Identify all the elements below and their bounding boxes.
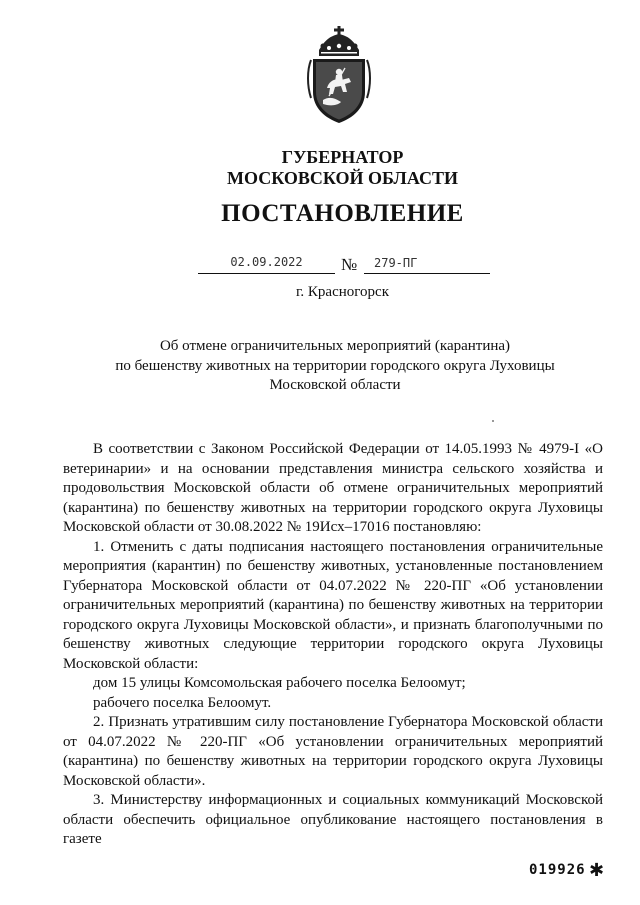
issuer-title-line-2: МОСКОВСКОЙ ОБЛАСТИ — [227, 168, 458, 188]
serial-mark-icon: ✱ — [589, 860, 605, 881]
title-line: Об отмене ограничительных мероприятий (карантина) — [159, 338, 511, 354]
item-2-paragraph: 2. Признать утратившим силу постановление Губернатора Московской области от 04.07.2022 № 220-ПГ «Об установлении ограничительных мероприятий (карантина) по бешенству животных на территории городского округа Луховицы Московской области». — [63, 714, 603, 789]
territory-1: дом 15 улицы Комсомольская рабочего поселка Белоомут; — [93, 675, 466, 691]
issuer-title-line-1: ГУБЕРНАТОР — [281, 147, 404, 167]
number-sign: № — [341, 255, 358, 274]
territory-2: рабочего поселка Белоомут. — [93, 694, 272, 711]
item-3-paragraph: 3. Министерству информационных и социальных коммуникаций Московской области обеспечить официальное опубликование настоящего постановления в газете — [63, 792, 603, 847]
serial-number: 019926 — [529, 862, 586, 878]
coat-of-arms-icon — [303, 26, 375, 126]
registration-date: 02.09.2022 — [198, 255, 335, 274]
registration-number: 279-ПГ — [364, 256, 490, 274]
title-line: Московской области — [269, 377, 401, 393]
document-body — [63, 440, 603, 850]
scan-speck — [492, 420, 494, 422]
document-type-heading: ПОСТАНОВЛЕНИЕ — [221, 200, 464, 227]
preamble-paragraph: В соответствии с Законом Российской Федерации от 14.05.1993 № 4979-I «О ветеринарии» и на основании представления министра сельского хозяйства и продовольствия Московской области об отмене ограничительных мероприятий (карантина) по бешенству животных на территории городского округа Луховицы Московской области от 30.08.2022 № 19Исх–17016 постановляю: — [63, 441, 603, 535]
document-title — [0, 337, 640, 396]
issue-city: г. Красногорск — [295, 284, 390, 300]
title-line: по бешенству животных на территории городского округа Луховицы — [115, 357, 555, 374]
item-1-paragraph: 1. Отменить с даты подписания настоящего постановления ограничительные мероприятия (карантин) по бешенству животных, установленные постановлением Губернатора Московской области от 04.07.2022 № 220-ПГ «Об установлении ограничительных мероприятий (карантина) по бешенству животных на территории городского округа Луховицы Московской области», и признать благополучными по бешенству животных следующие территории городского округа Луховицы Московской области: — [63, 538, 603, 672]
